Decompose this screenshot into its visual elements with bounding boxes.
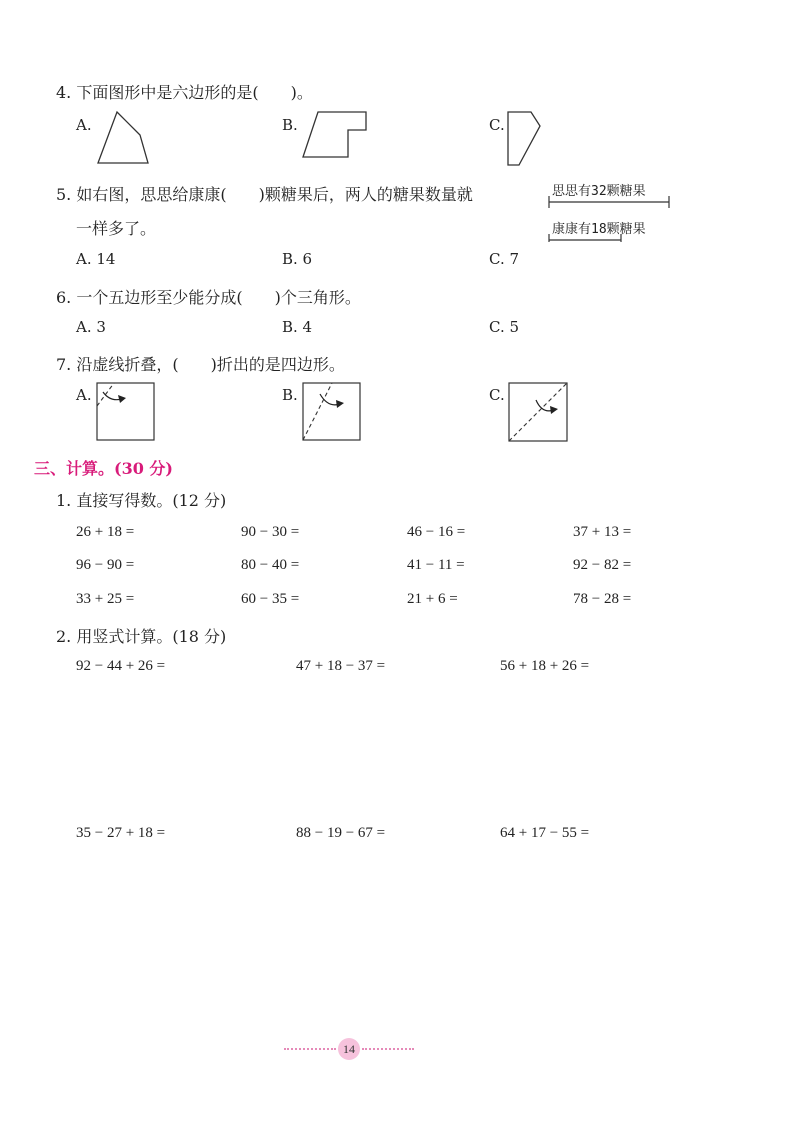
- vertical-calc-item: 56 + 18 + 26 =: [500, 658, 590, 674]
- page-number-divider-left: [284, 1048, 336, 1050]
- calc-item: 21 + 6 =: [407, 591, 458, 607]
- q5-stem-line1: 5. 如右图，思思给康康( )颗糖果后，两人的糖果数量就: [56, 185, 473, 204]
- q7-fold-square-c: [508, 382, 570, 444]
- q4-option-b-label: B.: [282, 116, 298, 134]
- q6-option-c: C. 5: [489, 318, 520, 336]
- q4-shape-a-quadrilateral: [95, 110, 155, 166]
- calc-item: 60 − 35 =: [241, 591, 300, 607]
- part2-title: 2. 用竖式计算。(18 分): [56, 627, 227, 646]
- q6-option-a: A. 3: [76, 318, 106, 336]
- q7-option-a-label: A.: [76, 386, 92, 404]
- calc-item: 78 − 28 =: [573, 591, 632, 607]
- q6-stem: 6. 一个五边形至少能分成( )个三角形。: [56, 288, 361, 307]
- vertical-calc-item: 35 − 27 + 18 =: [76, 825, 166, 841]
- q4-stem: 4. 下面图形中是六边形的是( )。: [56, 83, 313, 102]
- calc-item: 26 + 18 =: [76, 524, 135, 540]
- page-number-divider-right: [362, 1048, 414, 1050]
- part1-title: 1. 直接写得数。(12 分): [56, 491, 227, 510]
- q5-option-a: A. 14: [76, 250, 116, 268]
- q6-option-b: B. 4: [282, 318, 313, 336]
- q7-stem: 7. 沿虚线折叠，( )折出的是四边形。: [56, 355, 345, 374]
- calc-item: 80 − 40 =: [241, 557, 300, 573]
- q7-option-b-label: B.: [282, 386, 298, 404]
- q4-option-a-label: A.: [76, 116, 92, 134]
- q5-sisi-label: 思思有32颗糖果: [552, 184, 646, 199]
- vertical-calc-item: 88 − 19 − 67 =: [296, 825, 386, 841]
- q4-option-c-label: C.: [489, 116, 505, 134]
- page-number: 14: [338, 1038, 360, 1060]
- calc-item: 96 − 90 =: [76, 557, 135, 573]
- vertical-calc-item: 64 + 17 − 55 =: [500, 825, 590, 841]
- calc-item: 37 + 13 =: [573, 524, 632, 540]
- section3-title: 三、计算。(30 分): [34, 459, 173, 478]
- q7-fold-square-b: [302, 382, 362, 442]
- calc-item: 90 − 30 =: [241, 524, 300, 540]
- q5-option-b: B. 6: [282, 250, 313, 268]
- q4-shape-c-pentagon: [505, 110, 545, 168]
- calc-item: 46 − 16 =: [407, 524, 466, 540]
- calc-item: 92 − 82 =: [573, 557, 632, 573]
- vertical-calc-item: 47 + 18 − 37 =: [296, 658, 386, 674]
- vertical-calc-item: 92 − 44 + 26 =: [76, 658, 166, 674]
- q5-stem-line2: 一样多了。: [76, 219, 157, 238]
- calc-item: 41 − 11 =: [407, 557, 465, 573]
- q4-shape-b-hexagon: [300, 110, 370, 160]
- q5-option-c: C. 7: [489, 250, 520, 268]
- calc-item: 33 + 25 =: [76, 591, 135, 607]
- q7-fold-square-a: [96, 382, 156, 442]
- q7-option-c-label: C.: [489, 386, 505, 404]
- q5-kangkang-label: 康康有18颗糖果: [552, 222, 646, 237]
